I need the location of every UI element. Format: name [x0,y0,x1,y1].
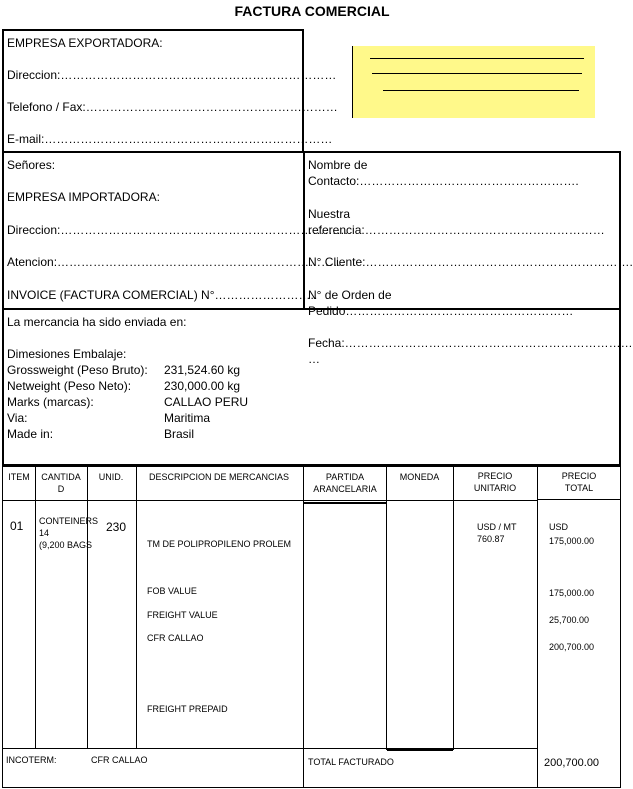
header-divider [2,500,537,501]
partida-header-bottom [304,502,386,504]
row-total-freight: 25,700.00 [549,615,590,625]
table-right-border [620,466,621,788]
col-divider [35,466,36,748]
table-left-border [2,466,3,788]
header-quantity-2: D [57,484,65,494]
row-total-cfr: 200,700.00 [549,642,595,652]
net-weight-value: 230,000.00 kg [164,379,241,393]
importer-attention: Atencion:……………………………………………………………… [7,255,346,269]
header-unit: UNID. [98,472,124,482]
price-header-divider [537,499,621,500]
row-unit-price-value: 760.87 [477,534,505,544]
header-total-price-2: TOTAL [564,483,594,493]
header-unit-price-2: UNITARIO [473,483,517,493]
exporter-heading: EMPRESA EXPORTADORA: [7,36,163,50]
packaging-dimensions: Dimesiones Embalaje: [7,347,127,361]
contact-name-label: Nombre de [308,158,368,172]
gross-weight-value: 231,524.60 kg [164,363,241,377]
order-field: Pedido………………………………………………… [308,304,574,318]
shipment-sent-on: La mercancia ha sido enviada en: [7,315,187,329]
net-weight-label: Netweight (Peso Neto): [7,379,132,393]
gross-weight-label: Grossweight (Peso Bruto): [7,363,148,377]
via-value: Maritima [164,411,211,425]
made-in-value: Brasil [164,427,195,441]
reference-field: referencia:…………………………………………………… [308,223,605,237]
header-total-price-1: PRECIO [561,471,597,481]
sticker-line [372,73,582,74]
exporter-address: Direccion:…………………………………………………………… [7,68,337,82]
incoterm-label: INCOTERM: [6,755,57,765]
col-divider [136,466,137,748]
document-title: FACTURA COMERCIAL [234,3,390,19]
header-tariff-2: ARANCELARIA [313,484,377,494]
exporter-phone: Telefono / Fax:……………………………………………………… [7,100,338,114]
date-field-continued: … [308,352,320,366]
sticker-line [383,90,579,91]
col-divider [453,466,454,750]
row-freight-label: FREIGHT VALUE [147,610,218,620]
reference-label: Nuestra [308,207,351,221]
row-item: 01 [10,519,24,533]
header-tariff-1: PARTIDA [325,472,365,482]
table-bottom-border [2,787,621,788]
row-total-currency: USD [549,522,569,532]
marks-label: Marks (marcas): [7,395,94,409]
made-in-label: Made in: [7,427,54,441]
order-label: N° de Orden de [308,288,392,302]
incoterm-value: CFR CALLAO [91,755,148,765]
marks-value: CALLAO PERU [164,395,249,409]
total-value: 200,700.00 [544,757,600,769]
sticker-line [370,58,584,59]
row-prepaid-label: FREIGHT PREPAID [147,704,228,714]
items-table [2,466,621,788]
address-label-sticker [352,46,595,118]
table-top-border [2,466,621,467]
row-cfr-label: CFR CALLAO [147,633,204,643]
moneda-bottom [387,749,453,751]
row-total-value: 175,000.00 [549,536,595,546]
row-description: TM DE POLIPROPILENO PROLEM [147,539,292,549]
client-number-field: N° Cliente:…………………………………………………………. [308,255,633,269]
date-field: Fecha:……………………………………………………………… [308,336,633,350]
row-unit: 230 [106,520,127,534]
row-unit-price-currency: USD / MT [477,522,517,532]
row-quantity-2: 14 [39,528,50,538]
header-description: DESCRIPCION DE MERCANCIAS [148,472,290,482]
footer-divider [2,748,537,749]
importer-address: Direccion:……………………………………………………………… [7,223,349,237]
exporter-email: E-mail:……………………………………………………………… [7,132,333,146]
row-fob-label: FOB VALUE [147,586,197,596]
col-divider [386,466,387,750]
total-label: TOTAL FACTURADO [308,757,394,767]
importer-heading: EMPRESA IMPORTADORA: [7,190,160,204]
row-total-fob: 175,000.00 [549,588,595,598]
invoice-number: INVOICE (FACTURA COMERCIAL) N°…………………….. [7,288,318,302]
row-quantity-3: (9,200 BAGS [39,540,93,550]
header-unit-price-1: PRECIO [477,471,513,481]
via-label: Via: [7,411,28,425]
col-divider [87,466,88,748]
row-quantity-1: CONTEINERS [39,516,99,526]
col-divider [537,466,538,788]
header-item: ITEM [8,472,30,482]
importer-senores: Señores: [7,158,56,172]
header-quantity-1: CANTIDA [41,472,81,482]
header-currency: MONEDA [399,472,440,482]
contact-name-field: Contacto:………………………………………………. [308,174,579,188]
col-divider [303,466,304,788]
